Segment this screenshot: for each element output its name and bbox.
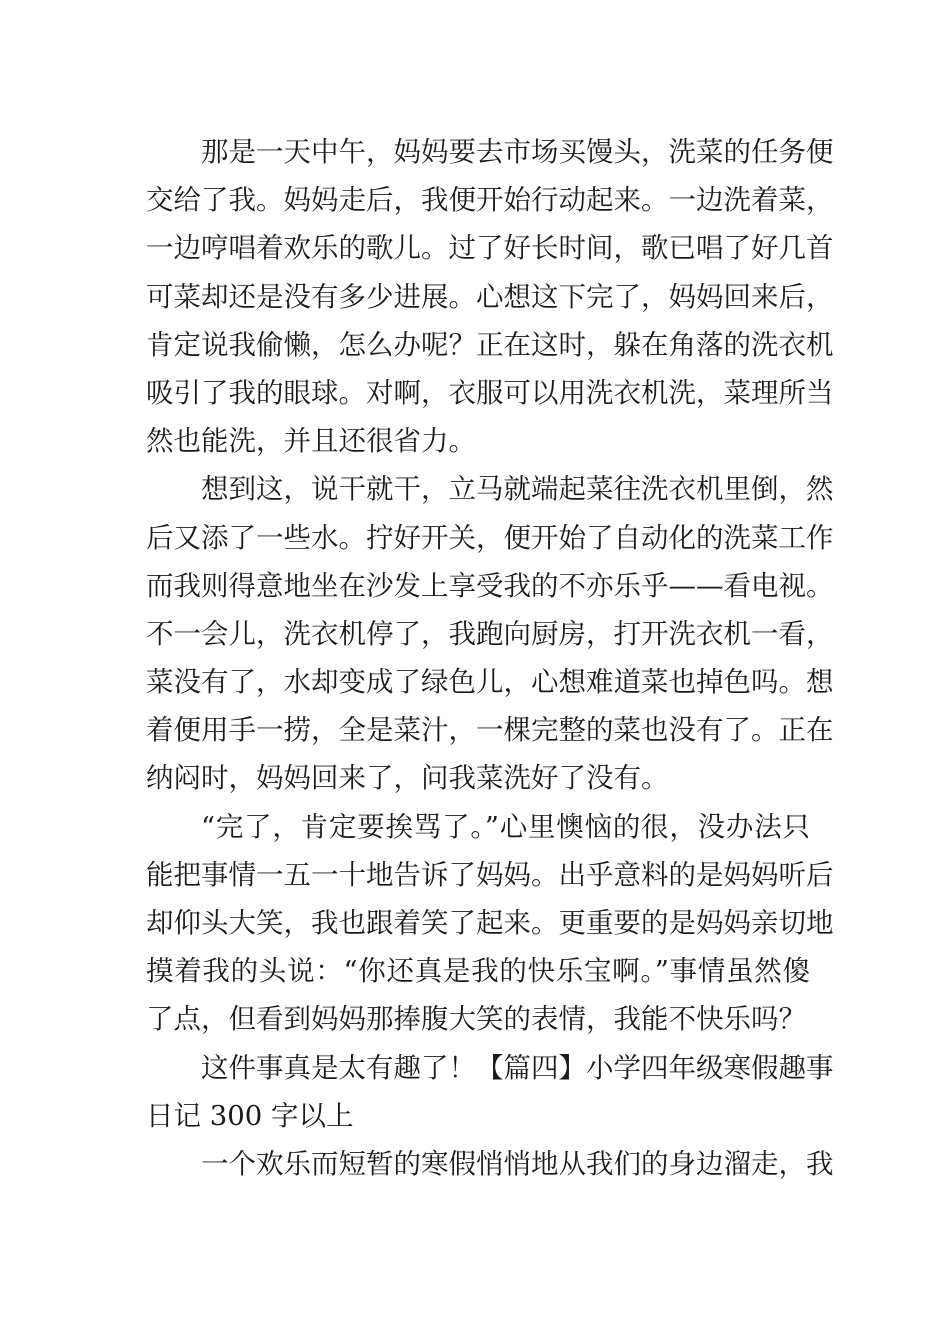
text-line: 却仰头大笑，我也跟着笑了起来。更重要的是妈妈亲切地	[146, 907, 834, 939]
text-line: 纳闷时，妈妈回来了，问我菜洗好了没有。	[146, 762, 669, 795]
text-line: “完了，肯定要挨骂了。”心里懊恼的很，没办法只	[201, 810, 810, 843]
text-line: 一个欢乐而短暂的寒假悄悄地从我们的身边溜走，我	[201, 1147, 834, 1180]
text-line: 能把事情一五一十地告诉了妈妈。出乎意料的是妈妈听后	[146, 858, 834, 891]
text-line: 不一会儿，洗衣机停了，我跑向厨房，打开洗衣机一看，	[146, 617, 834, 650]
text-line: 菜没有了，水却变成了绿色儿，心想难道菜也掉色吗。想	[146, 666, 834, 699]
text-line: 日记 300 字以上	[146, 1099, 354, 1132]
text-line: 想到这，说干就干，立马就端起菜往洗衣机里倒，然	[201, 473, 834, 506]
text-line: 吸引了我的眼球。对啊，衣服可以用洗衣机洗，菜理所当	[146, 376, 834, 409]
text-line: 而我则得意地坐在沙发上享受我的不亦乐乎——看电视。	[146, 569, 834, 602]
article-body	[146, 128, 834, 1188]
text-line: 了点，但看到妈妈那捧腹大笑的表情，我能不快乐吗？	[146, 1003, 806, 1036]
text-line: 可菜却还是没有多少进展。心想这下完了，妈妈回来后，	[146, 280, 834, 313]
text-line: 那是一天中午，妈妈要去市场买馒头，洗菜的任务便	[201, 136, 834, 168]
text-line: 一边哼唱着欢乐的歌儿。过了好长时间，歌已唱了好几首	[146, 232, 834, 265]
text-line: 交给了我。妈妈走后，我便开始行动起来。一边洗着菜，	[146, 184, 834, 217]
text-line: 摸着我的头说：“你还真是我的快乐宝啊。”事情虽然傻	[146, 955, 810, 988]
text-line: 然也能洗，并且还很省力。	[146, 425, 476, 458]
text-line: 肯定说我偷懒，怎么办呢？正在这时，躲在角落的洗衣机	[146, 328, 834, 361]
text-line: 着便用手一捞，全是菜汁，一棵完整的菜也没有了。正在	[146, 714, 834, 747]
text-line: 这件事真是太有趣了！【篇四】小学四年级寒假趣事	[201, 1051, 834, 1084]
text-line: 后又添了一些水。拧好开关，便开始了自动化的洗菜工作	[146, 521, 834, 554]
